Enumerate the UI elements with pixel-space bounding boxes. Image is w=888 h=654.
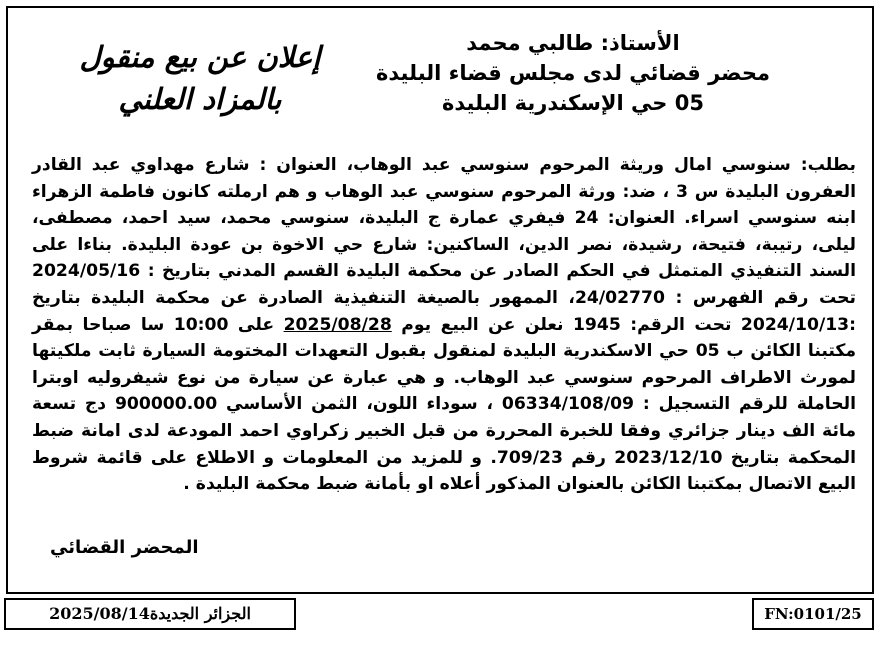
body-part-2: على 10:00 سا صباحا بمقر مكتبنا الكائن ب 05 حي الاسكندرية البليدة لمنقول بقبول التعهدات المختومة السيارة ثابت ملكيتها لمورث الاطراف المرحوم سنوسي عبد الوهاب. و هي عبارة عن سيارة من نوع شيفروليه اوبترا الحاملة للرقم التسجيل : 06334/108/09 ، سوداء اللون، الثمن الأساسي 900000.00 دج تسعة مائة الف دينار جزائري وفقا للخبرة المحررة من قبل الخبير زكراوي احمد المودعة لدى امانة ضبط المحكمة بتاريخ 2023/12/10 رقم 709/23. و للمزيد من المعلومات و الاطلاع على قائمة شروط البيع الاتصال بمكتبنا الكائن بالعنوان المذكور أعلاه او بأمانة ضبط محكمة البليدة . bbox=[32, 314, 857, 495]
title-line-2: بالمزاد العلني bbox=[118, 82, 282, 116]
bailiff-address: 05 حي الإسكندرية البليدة bbox=[442, 91, 704, 115]
bailiff-office: محضر قضائي لدى مجلس قضاء البليدة bbox=[376, 61, 770, 85]
bailiff-name: الأستاذ: طالبي محمد bbox=[466, 31, 680, 55]
fn-box: FN:0101/25 bbox=[752, 598, 874, 630]
title-line-1: إعلان عن بيع منقول bbox=[79, 40, 321, 74]
signature: المحضر القضائي bbox=[50, 537, 199, 558]
body-part-1: بطلب: سنوسي امال وريثة المرحوم سنوسي عبد الوهاب، العنوان : شارع مهداوي عبد القادر العفرون البليدة س 3 ، ضد: ورثة المرحوم سنوسي عبد الوهاب و هم ارملته كانون فاطمة الزهراء ابنه سنوسي اسراء. العنوان: 24 فيفري عمارة ج البليدة، سنوسي محمد، سيد احمد، مصطفى، ليلى، رتيبة، فتيحة، رشيدة، نصر الدين، الساكنين: شارع حي الاخوة بن عودة البليدة. بناءا على السند التنفيذي المتمثل في الحكم الصادر عن محكمة البليدة القسم المدني بتاريخ : 2024/05/16 تحت رقم الفهرس : 24/02770، الممهور بالصيغة التنفيذية الصادرة عن محكمة البليدة بتاريخ :2024/10/13 تحت الرقم: 1945 نعلن عن البيع يوم bbox=[32, 155, 857, 335]
notice-body bbox=[32, 152, 856, 498]
notice-title bbox=[50, 36, 350, 120]
sale-date: 2025/08/28 bbox=[283, 314, 392, 335]
newspaper-box: الجزائر الجديدة2025/08/14 bbox=[4, 598, 296, 630]
bailiff-header bbox=[358, 28, 788, 118]
